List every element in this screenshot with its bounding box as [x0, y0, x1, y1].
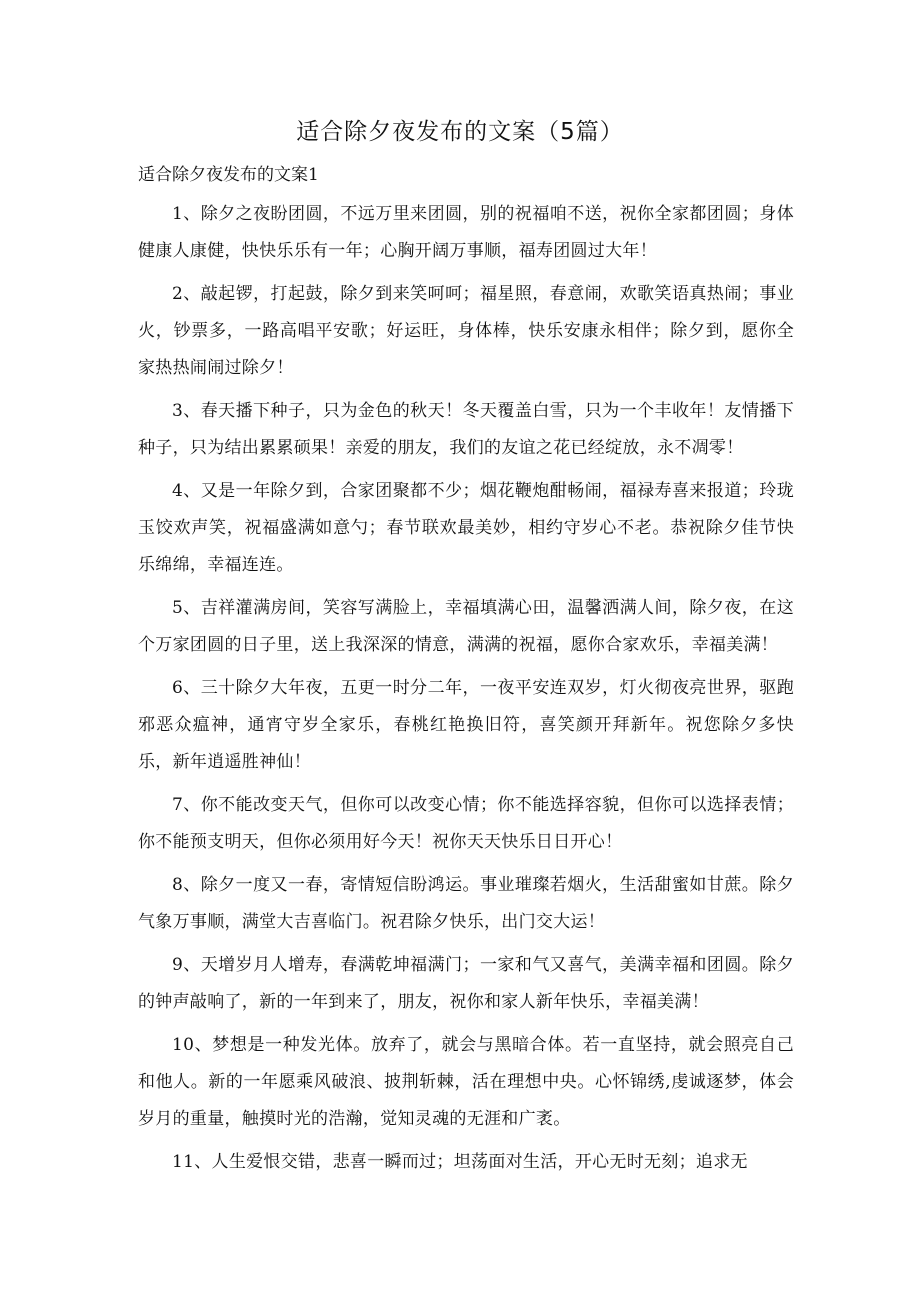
paragraph-3: 3、春天播下种子，只为金色的秋天！冬天覆盖白雪，只为一个丰收年！友情播下种子，只为结出累累硕果！亲爱的朋友，我们的友谊之花已经绽放，永不凋零！	[138, 401, 794, 458]
paragraph-2: 2、敲起锣，打起鼓，除夕到来笑呵呵；福星照，春意闹，欢歌笑语真热闹；事业火，钞票多，一路高唱平安歌；好运旺，身体棒，快乐安康永相伴；除夕到，愿你全家热热闹闹过除夕！	[138, 284, 794, 378]
document-title: 适合除夕夜发布的文案（5篇）	[296, 119, 624, 145]
paragraph-1: 1、除夕之夜盼团圆，不远万里来团圆，别的祝福咱不送，祝你全家都团圆；身体健康人康健，快快乐乐有一年；心胸开阔万事顺，福寿团圆过大年！	[138, 204, 794, 261]
body-text	[138, 196, 794, 1187]
paragraph-10: 10、梦想是一种发光体。放弃了，就会与黑暗合体。若一直坚持，就会照亮自己和他人。新的一年愿乘风破浪、披荆斩棘，活在理想中央。心怀锦绣,虔诚逐梦，体会岁月的重量，触摸时光的浩瀚，觉知灵魂的无涯和广袤。	[138, 1035, 794, 1129]
paragraph-9: 9、天增岁月人增寿，春满乾坤福满门；一家和气又喜气，美满幸福和团圆。除夕的钟声敲响了，新的一年到来了，朋友，祝你和家人新年快乐，幸福美满！	[138, 955, 794, 1012]
paragraph-6: 6、三十除夕大年夜，五更一时分二年，一夜平安连双岁，灯火彻夜亮世界，驱跑邪恶众瘟神，通宵守岁全家乐，春桃红艳换旧符，喜笑颜开拜新年。祝您除夕多快乐，新年逍遥胜神仙！	[138, 678, 794, 772]
paragraph-7: 7、你不能改变天气，但你可以改变心情；你不能选择容貌，但你可以选择表情；你不能预支明天，但你必须用好今天！祝你天天快乐日日开心！	[138, 795, 794, 852]
paragraph-11: 11、人生爱恨交错，悲喜一瞬而过；坦荡面对生活，开心无时无刻；追求无	[172, 1152, 748, 1172]
section-subtitle: 适合除夕夜发布的文案1	[138, 165, 319, 185]
paragraph-8: 8、除夕一度又一春，寄情短信盼鸿运。事业璀璨若烟火，生活甜蜜如甘蔗。除夕气象万事顺，满堂大吉喜临门。祝君除夕快乐，出门交大运！	[138, 875, 794, 932]
paragraph-5: 5、吉祥灌满房间，笑容写满脸上，幸福填满心田，温馨洒满人间，除夕夜，在这个万家团圆的日子里，送上我深深的情意，满满的祝福，愿你合家欢乐，幸福美满！	[138, 598, 794, 655]
paragraph-4: 4、又是一年除夕到，合家团聚都不少；烟花鞭炮酣畅闹，福禄寿喜来报道；玲珑玉饺欢声笑，祝福盛满如意勺；春节联欢最美妙，相约守岁心不老。恭祝除夕佳节快乐绵绵，幸福连连。	[138, 481, 794, 575]
